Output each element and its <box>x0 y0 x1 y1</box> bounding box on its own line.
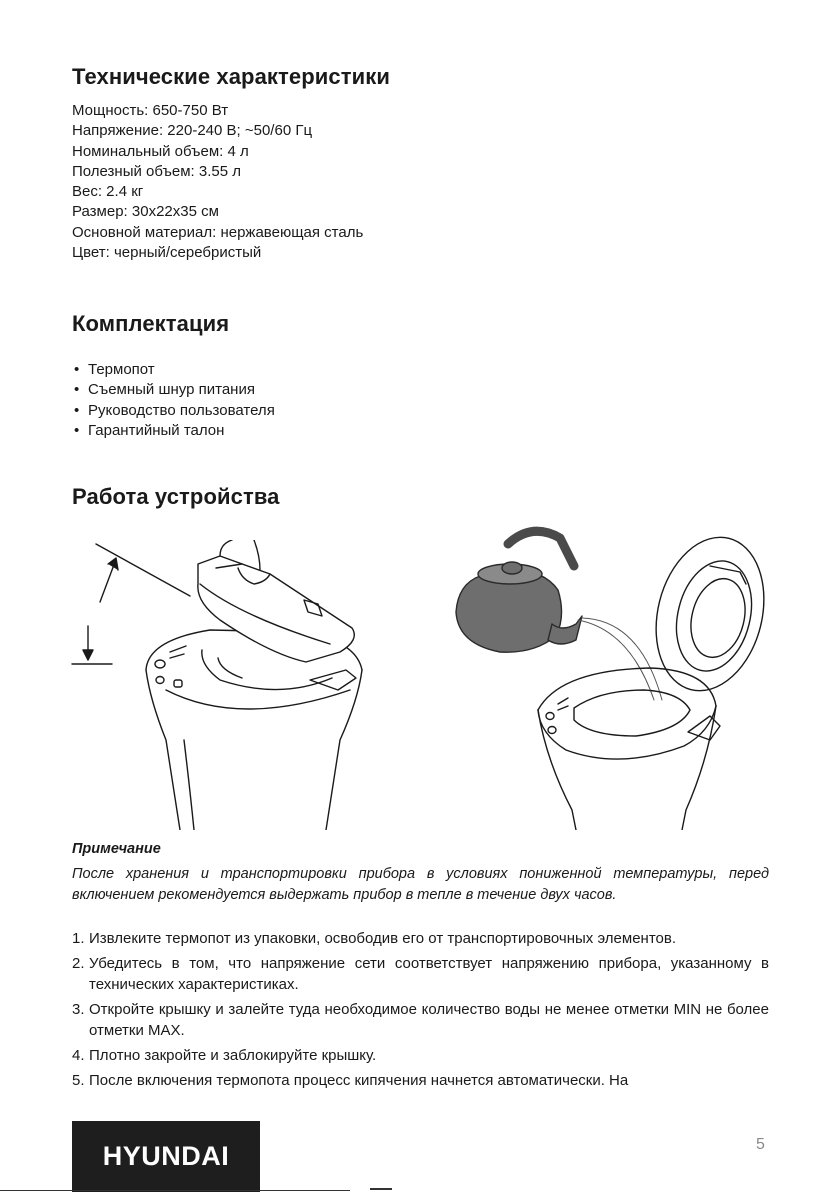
bullet-icon: • <box>74 401 80 419</box>
spec-item: Размер: 30x22x35 см <box>72 203 219 221</box>
arrow-down-icon <box>72 626 112 664</box>
step-text: После включения термопота процесс кипячения начнется автоматически. На <box>89 1072 629 1089</box>
bullet-icon: • <box>74 361 80 378</box>
kettle-pouring-water-illustration <box>440 520 780 830</box>
kit-heading: Комплектация <box>72 311 230 336</box>
kit-item <box>72 401 275 421</box>
open-lid <box>641 526 780 703</box>
step-number: 1. <box>72 930 85 947</box>
bullet-icon: • <box>74 381 80 399</box>
spec-item: Вес: 2.4 кг <box>72 183 144 201</box>
step-item <box>72 953 769 995</box>
steps-list <box>72 928 769 1095</box>
thermopot-closing-lid-illustration <box>70 540 380 830</box>
kit-item <box>72 380 275 400</box>
kit-item-label: Термопот <box>88 361 155 378</box>
spec-item: Основной материал: нержавеющая сталь <box>72 223 364 241</box>
spec-item: Мощность: 650-750 Вт <box>72 102 229 119</box>
step-text: Убедитесь в том, что напряжение сети соответствует напряжению прибора, указанному в технических характеристиках. <box>89 955 769 993</box>
bottom-rule <box>0 1190 350 1191</box>
kit-item <box>72 421 275 441</box>
kit-list <box>72 360 275 441</box>
step-item <box>72 928 769 949</box>
hyundai-logo: HYUNDAI <box>72 1121 260 1192</box>
kit-item-label: Съемный шнур питания <box>88 381 255 399</box>
specs-heading: Технические характеристики <box>72 64 390 89</box>
step-item <box>72 1045 769 1066</box>
page-number: 5 <box>756 1136 765 1153</box>
step-number: 2. <box>72 955 85 972</box>
spec-item: Номинальный объем: 4 л <box>72 142 249 160</box>
step-text: Откройте крышку и залейте туда необходимое количество воды не менее отметки MIN не более отметки MAX. <box>89 1001 769 1039</box>
kit-item-label: Гарантийный талон <box>88 421 225 439</box>
note-text: После хранения и транспортировки прибора в условиях пониженной температуры, перед включением рекомендуется выдержать прибор в тепле в течение двух часов. <box>72 866 769 903</box>
specs-list <box>72 101 363 263</box>
step-number: 3. <box>72 1001 85 1018</box>
bullet-icon: • <box>74 421 80 439</box>
spec-item: Полезный объем: 3.55 л <box>72 162 241 180</box>
water-stream <box>578 618 662 700</box>
thermopot-body <box>146 630 362 830</box>
arrow-up-icon <box>100 558 118 602</box>
thermopot-lid <box>198 540 354 662</box>
thermopot-body <box>538 668 720 830</box>
lid-guide-line <box>96 544 190 596</box>
step-item <box>72 1070 769 1091</box>
kettle-icon <box>456 531 582 652</box>
step-text: Плотно закройте и заблокируйте крышку. <box>89 1047 377 1064</box>
step-number: 5. <box>72 1072 85 1089</box>
kit-item <box>72 360 275 380</box>
step-text: Извлеките термопот из упаковки, освободив его от транспортировочных элементов. <box>89 930 676 947</box>
step-number: 4. <box>72 1047 85 1064</box>
kit-item-label: Руководство пользователя <box>88 401 275 419</box>
note-title: Примечание <box>72 841 161 857</box>
step-item <box>72 999 769 1041</box>
work-heading: Работа устройства <box>72 484 280 509</box>
bottom-mark <box>370 1188 392 1190</box>
spec-item: Напряжение: 220-240 В; ~50/60 Гц <box>72 122 313 140</box>
spec-item: Цвет: черный/серебристый <box>72 244 262 262</box>
